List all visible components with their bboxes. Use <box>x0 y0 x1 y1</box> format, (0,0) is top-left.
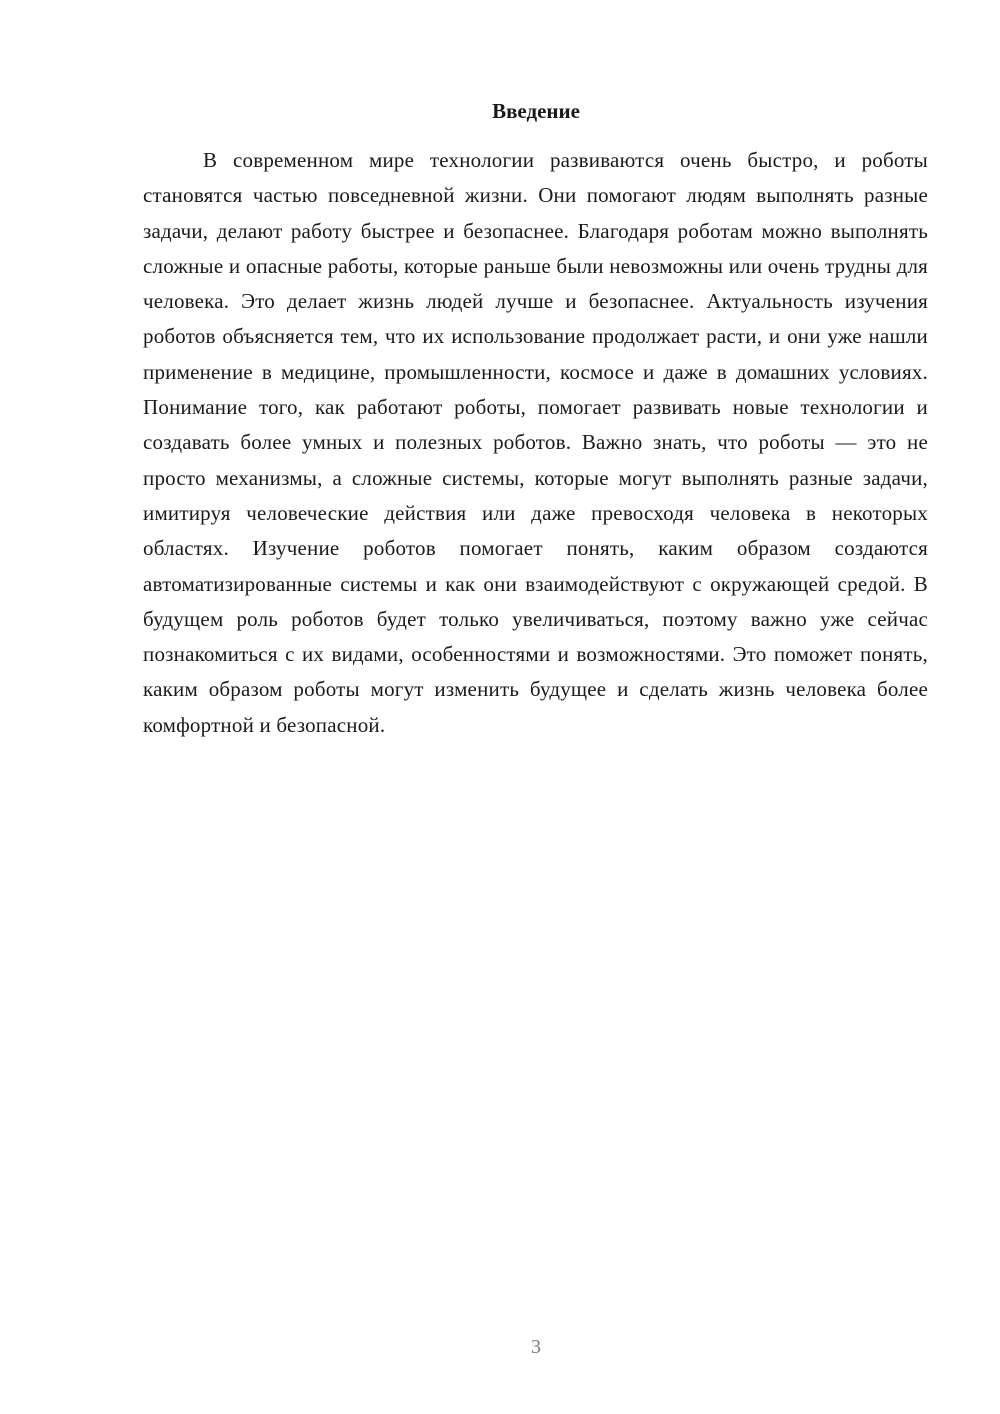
page-number: 3 <box>531 1336 541 1358</box>
body-paragraph: В современном мире технологии развиваются очень быстро, и роботы становятся частью повседневной жизни. Они помогают людям выполнять разные задачи, делают работу быстрее и безопаснее. Благодаря роботам можно выполнять сложные и опасные работы, которые раньше были невозможны или очень трудны для человека. Это делает жизнь людей лучше и безопаснее. Актуальность изучения роботов объясняется тем, что их использование продолжает расти, и они уже нашли применение в медицине, промышленности, космосе и даже в домашних условиях. Понимание того, как работают роботы, помогает развивать новые технологии и создавать более умных и полезных роботов. Важно знать, что роботы — это не просто механизмы, а сложные системы, которые могут выполнять разные задачи, имитируя человеческие действия или даже превосходя человека в некоторых областях. Изучение роботов помогает понять, каким образом создаются автоматизированные системы и как они взаимодействуют с окружающей средой. В будущем роль роботов будет только увеличиваться, поэтому важно уже сейчас познакомиться с их видами, особенностями и возможностями. Это поможет понять, каким образом роботы могут изменить будущее и сделать жизнь человека более комфортной и безопасной. <box>143 148 928 737</box>
section-heading: Введение <box>492 99 580 123</box>
